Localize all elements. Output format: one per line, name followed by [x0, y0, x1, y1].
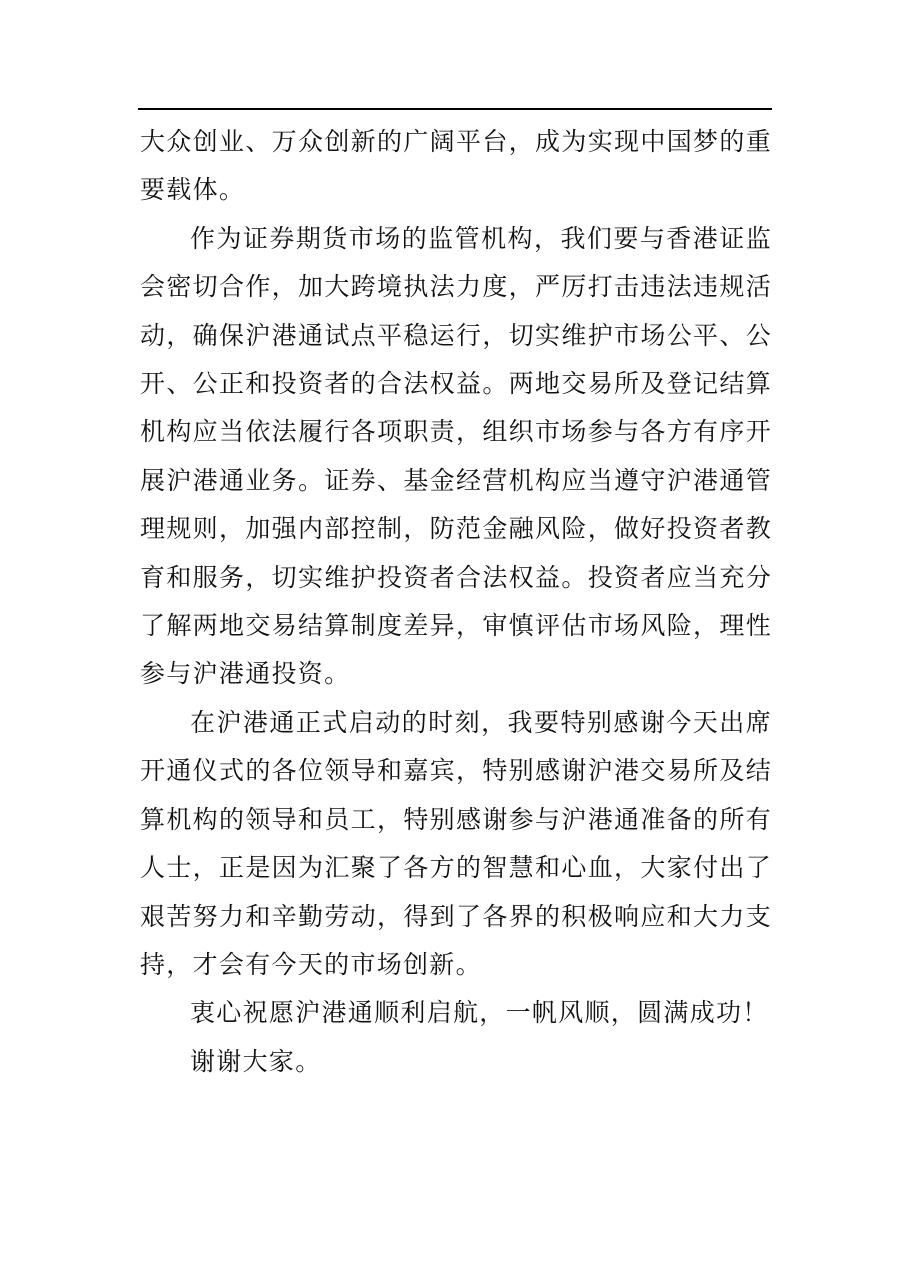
- paragraph-regulation: 作为证券期货市场的监管机构，我们要与香港证监会密切合作，加大跨境执法力度，严厉打击违法违规活动，确保沪港通试点平稳运行，切实维护市场公平、公开、公正和投资者的合法权益。两地交易所及登记结算机构应当依法履行各项职责，组织市场参与各方有序开展沪港通业务。证券、基金经营机构应当遵守沪港通管理规则，加强内部控制，防范金融风险，做好投资者教育和服务，切实维护投资者合法权益。投资者应当充分了解两地交易结算制度差异，审慎评估市场风险，理性参与沪港通投资。: [140, 223, 772, 689]
- header-rule: [138, 108, 772, 110]
- paragraph-closing: 谢谢大家。: [190, 1046, 322, 1076]
- paragraph-continuation: 大众创业、万众创新的广阔平台，成为实现中国梦的重要载体。: [140, 127, 772, 205]
- document-body: [140, 118, 772, 1086]
- paragraph-wishes: 衷心祝愿沪港通顺利启航，一帆风顺，圆满成功！: [190, 998, 769, 1028]
- paragraph-thanks: 在沪港通正式启动的时刻，我要特别感谢今天出席开通仪式的各位领导和嘉宾，特别感谢沪港交易所及结算机构的领导和员工，特别感谢参与沪港通准备的所有人士，正是因为汇聚了各方的智慧和心血，大家付出了艰苦努力和辛勤劳动，得到了各界的积极响应和大力支持，才会有今天的市场创新。: [140, 707, 772, 979]
